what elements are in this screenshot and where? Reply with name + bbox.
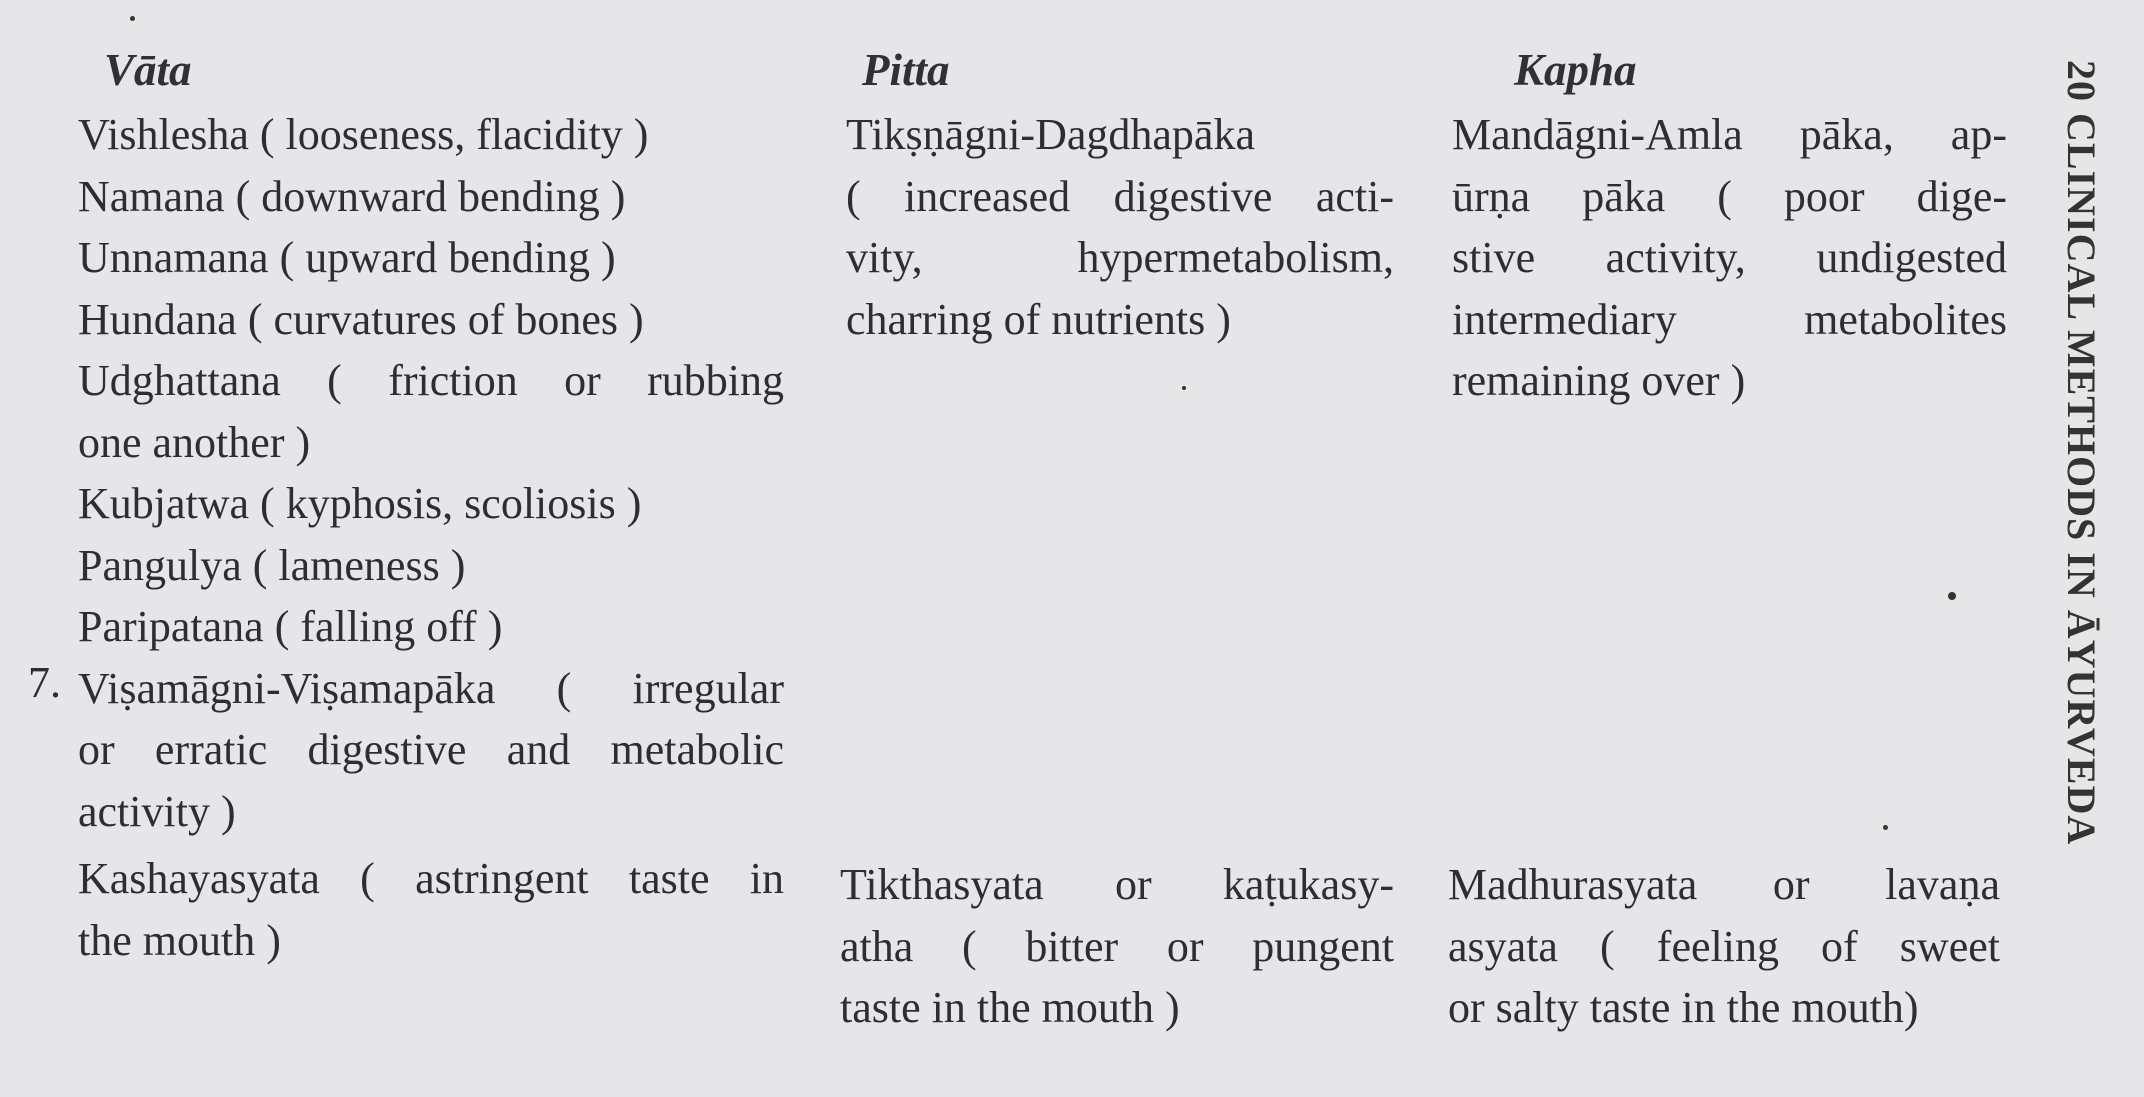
vata-taste-line: the mouth ) (78, 915, 281, 965)
vata-line: or erratic digestive and metabolic (78, 725, 784, 774)
kapha-line: remaining over ) (1452, 356, 1746, 405)
print-speck (130, 16, 135, 21)
pitta-line: charring of nutrients ) (846, 294, 1231, 344)
kapha-line: stive activity, undigested (1452, 233, 2007, 282)
kapha-taste-line: or salty taste in the mouth) (1448, 983, 1919, 1032)
vata-line: one another ) (78, 417, 311, 467)
pitta-line: Tikṣṇāgni-Dagdhapāka (846, 110, 1255, 159)
vata-taste (78, 848, 784, 971)
vata-line: Vishlesha ( looseness, flacidity ) (78, 110, 649, 159)
kapha-line: Mandāgni-Amla pāka, ap- (1452, 110, 2007, 159)
pitta-taste-line: taste in the mouth ) (840, 983, 1180, 1032)
kapha-line: intermediary metabolites (1452, 294, 2007, 344)
vata-line: Pangulya ( lameness ) (78, 540, 466, 590)
print-speck (1948, 592, 1956, 600)
pitta-header: Pitta (862, 45, 950, 95)
running-head-text: 20 CLINICAL METHODS IN ĀYURVEDA (2059, 60, 2104, 846)
pitta-taste-line: atha ( bitter or pungent (840, 921, 1394, 971)
vata-line: Paripatana ( falling off ) (78, 602, 503, 651)
vata-line: Kubjatwa ( kyphosis, scoliosis ) (78, 479, 642, 528)
kapha-taste-line: Madhurasyata or lavaṇa (1448, 860, 2000, 909)
pitta-taste (840, 854, 1394, 1039)
item-number: 7. (28, 658, 61, 707)
vata-line: Namana ( downward bending ) (78, 171, 626, 221)
pitta-line: ( increased digestive acti- (846, 171, 1394, 221)
kapha-taste-line: asyata ( feeling of sweet (1448, 921, 2000, 971)
vata-line: activity ) (78, 786, 236, 836)
running-head (2060, 60, 2105, 1020)
kapha-header: Kapha (1514, 45, 1637, 95)
vata-line: Viṣamāgni-Viṣamapāka ( irregular (78, 663, 784, 713)
kapha-line: ūrṇa pāka ( poor dige- (1452, 171, 2007, 221)
pitta-column (846, 104, 1394, 350)
vata-line: Hundana ( curvatures of bones ) (78, 294, 644, 344)
kapha-column (1452, 104, 2007, 412)
vata-line: Unnamana ( upward bending ) (78, 233, 616, 282)
print-speck (1182, 386, 1186, 390)
kapha-taste (1448, 854, 2000, 1039)
print-speck (1883, 825, 1888, 830)
vata-line: Udghattana ( friction or rubbing (78, 356, 784, 405)
vata-taste-line: Kashayasyata ( astringent taste in (78, 854, 784, 903)
vata-column (78, 104, 784, 842)
vata-header: Vāta (104, 45, 192, 95)
pitta-taste-line: Tikthasyata or kaṭukasy- (840, 860, 1394, 909)
pitta-line: vity, hypermetabolism, (846, 233, 1394, 282)
